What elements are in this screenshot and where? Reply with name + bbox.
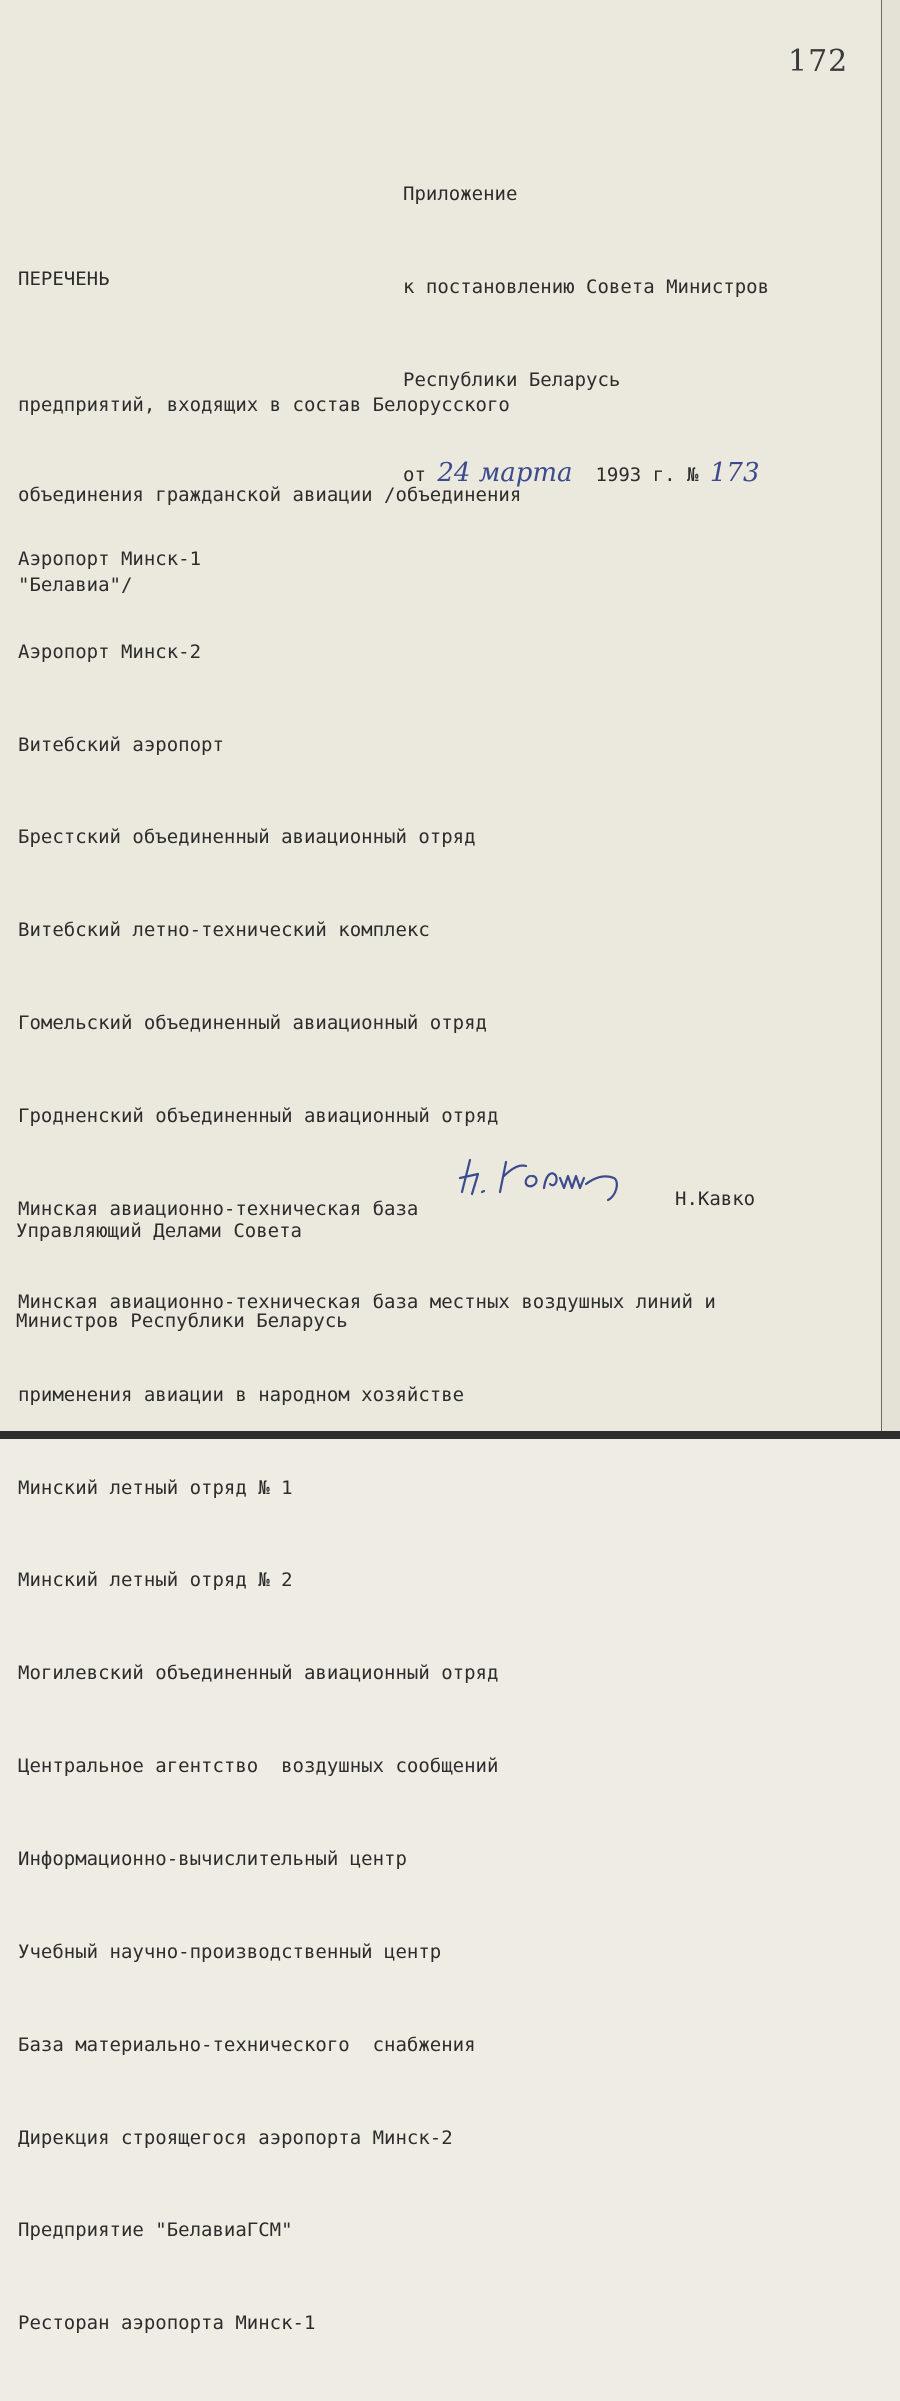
handwritten-date: 24 марта — [437, 458, 573, 488]
list-item: Могилевский объединенный авиационный отряд — [18, 1662, 499, 1685]
annex-line-2: к постановлению Совета Министров — [403, 276, 770, 298]
annex-line-3: Республики Беларусь — [403, 369, 621, 391]
subtitle-line: объединения гражданской авиации /объединения — [18, 484, 522, 506]
date-prefix: от — [403, 464, 426, 486]
signatory-position — [16, 1156, 348, 1396]
list-item: Минский летный отряд № 2 — [18, 1569, 293, 1592]
page-edge-line — [881, 0, 882, 1439]
list-item: База материально-технического снабжения — [18, 2033, 476, 2056]
list-item: Аэропорт Минск-1 — [18, 547, 202, 570]
list-item: Информационно-вычислительный центр — [18, 1847, 407, 1870]
list-item: Минская авиационно-техническая база — [18, 1197, 419, 1220]
list-item: Минский летный отряд № 1 — [18, 1476, 293, 1499]
page-number: 172 — [788, 44, 849, 79]
list-item: Гомельский объединенный авиационный отряд — [18, 1012, 487, 1035]
list-item: применения авиации в народном хозяйстве — [18, 1383, 465, 1406]
list-item: Дирекция строящегося аэропорта Минск-2 — [18, 2126, 453, 2149]
annex-line-1: Приложение — [403, 183, 518, 205]
handwritten-signature — [448, 1148, 648, 1208]
enterprise-list — [18, 482, 716, 2401]
list-item: Витебский летно-технический комплекс — [18, 919, 430, 942]
position-line-2: Министров Республики Беларусь — [16, 1310, 348, 1332]
list-item: Брестский объединенный авиационный отряд — [18, 826, 476, 849]
list-item: Аэропорт Минск-2 — [18, 640, 202, 663]
subtitle-line: "Белавиа"/ — [18, 574, 133, 596]
date-year: 1993 г. № — [595, 464, 699, 486]
signer-name: Н.Кавко — [675, 1188, 756, 1210]
handwritten-number: 173 — [709, 458, 760, 488]
list-item: Ресторан аэропорта Минск-1 — [18, 2312, 316, 2335]
list-item: Предприятие "БелавиаГСМ" — [18, 2219, 293, 2242]
list-item: Витебский аэропорт — [18, 733, 224, 756]
list-item: Центральное агентство воздушных сообщений — [18, 1755, 499, 1778]
list-item: Гродненский объединенный авиационный отряд — [18, 1105, 499, 1128]
list-item: Учебный научно-производственный центр — [18, 1940, 442, 1963]
position-line-1: Управляющий Делами Совета — [16, 1220, 302, 1242]
list-item: Минская авиационно-техническая база местных воздушных линий и — [18, 1290, 716, 1313]
page-edge-margin — [882, 0, 900, 1439]
document-title: ПЕРЕЧЕНЬ — [18, 268, 110, 290]
subtitle-line: предприятий, входящих в состав Белорусского — [18, 394, 510, 416]
